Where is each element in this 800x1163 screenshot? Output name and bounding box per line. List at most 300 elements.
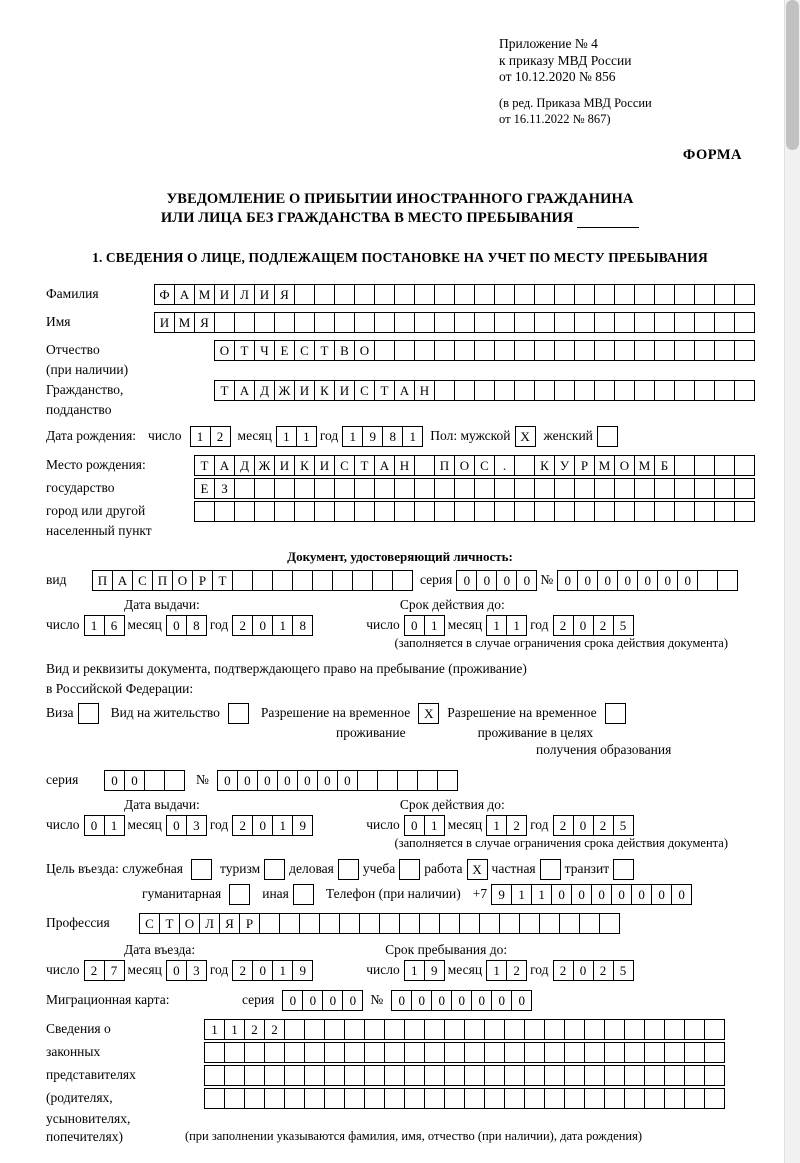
form-cell[interactable] [454, 380, 475, 401]
form-cell[interactable] [624, 1019, 645, 1040]
form-cell[interactable]: 0 [471, 990, 492, 1011]
form-cell[interactable] [634, 284, 655, 305]
form-cell[interactable]: С [294, 340, 315, 361]
form-cell[interactable]: Р [574, 455, 595, 476]
form-cell[interactable]: 0 [104, 770, 125, 791]
form-cell[interactable]: 0 [166, 960, 187, 981]
form-cell[interactable] [214, 501, 235, 522]
form-cell[interactable]: 0 [677, 570, 698, 591]
form-cell[interactable] [697, 570, 718, 591]
form-cell[interactable]: Д [254, 380, 275, 401]
form-cell[interactable]: И [214, 284, 235, 305]
form-cell[interactable] [534, 340, 555, 361]
form-cell[interactable] [534, 380, 555, 401]
form-cell[interactable] [544, 1042, 565, 1063]
name-cells[interactable] [154, 312, 754, 333]
form-cell[interactable]: 8 [186, 615, 207, 636]
form-cell[interactable] [624, 1088, 645, 1109]
form-cell[interactable] [714, 478, 735, 499]
purpose-study-checkbox[interactable] [399, 859, 420, 880]
form-cell[interactable]: 0 [342, 990, 363, 1011]
form-cell[interactable] [464, 1065, 485, 1086]
form-cell[interactable] [684, 1019, 705, 1040]
form-cell[interactable]: 0 [322, 990, 343, 1011]
form-cell[interactable]: Р [192, 570, 213, 591]
form-cell[interactable] [272, 570, 293, 591]
form-cell[interactable]: С [334, 455, 355, 476]
form-cell[interactable]: Я [274, 284, 295, 305]
form-cell[interactable]: 9 [362, 426, 383, 447]
form-cell[interactable] [534, 501, 555, 522]
form-cell[interactable] [674, 380, 695, 401]
form-cell[interactable] [694, 312, 715, 333]
form-cell[interactable]: 0 [252, 615, 273, 636]
form-cell[interactable] [259, 913, 280, 934]
form-cell[interactable] [694, 284, 715, 305]
form-cell[interactable] [294, 501, 315, 522]
form-cell[interactable] [234, 478, 255, 499]
sex-female-checkbox[interactable] [597, 426, 618, 447]
form-cell[interactable]: Р [239, 913, 260, 934]
form-cell[interactable]: У [554, 455, 575, 476]
form-cell[interactable]: 0 [496, 570, 517, 591]
purpose-humanitarian-checkbox[interactable] [229, 884, 250, 905]
form-cell[interactable] [464, 1088, 485, 1109]
form-cell[interactable] [454, 478, 475, 499]
form-cell[interactable] [734, 380, 755, 401]
form-cell[interactable]: 0 [404, 615, 425, 636]
form-cell[interactable] [714, 312, 735, 333]
form-cell[interactable] [244, 1065, 265, 1086]
form-cell[interactable] [394, 312, 415, 333]
form-cell[interactable]: 8 [382, 426, 403, 447]
form-cell[interactable] [354, 284, 375, 305]
form-cell[interactable] [704, 1065, 725, 1086]
form-cell[interactable]: С [474, 455, 495, 476]
form-cell[interactable] [264, 1088, 285, 1109]
form-cell[interactable]: 2 [553, 960, 574, 981]
form-cell[interactable]: 2 [593, 615, 614, 636]
form-cell[interactable]: 0 [252, 815, 273, 836]
birth-place-cells-row3[interactable] [194, 501, 754, 522]
form-cell[interactable] [484, 1019, 505, 1040]
form-cell[interactable] [454, 501, 475, 522]
birth-day-cells[interactable] [190, 426, 230, 447]
form-cell[interactable] [144, 770, 165, 791]
form-cell[interactable]: И [294, 380, 315, 401]
form-cell[interactable] [654, 478, 675, 499]
form-cell[interactable] [204, 1065, 225, 1086]
form-cell[interactable] [357, 770, 378, 791]
form-cell[interactable] [694, 380, 715, 401]
form-cell[interactable] [734, 478, 755, 499]
form-cell[interactable]: К [294, 455, 315, 476]
form-cell[interactable] [654, 312, 675, 333]
form-cell[interactable] [654, 501, 675, 522]
form-cell[interactable]: А [234, 380, 255, 401]
form-cell[interactable] [734, 340, 755, 361]
form-cell[interactable] [312, 570, 333, 591]
form-cell[interactable] [514, 478, 535, 499]
form-cell[interactable] [414, 455, 435, 476]
form-cell[interactable] [604, 1042, 625, 1063]
form-cell[interactable]: 2 [232, 960, 253, 981]
form-cell[interactable]: 0 [516, 570, 537, 591]
form-cell[interactable] [694, 340, 715, 361]
form-cell[interactable] [494, 312, 515, 333]
form-cell[interactable]: 0 [573, 815, 594, 836]
form-cell[interactable]: 1 [190, 426, 211, 447]
form-cell[interactable]: 0 [637, 570, 658, 591]
form-cell[interactable]: 1 [506, 615, 527, 636]
form-cell[interactable] [364, 1065, 385, 1086]
form-cell[interactable]: З [214, 478, 235, 499]
form-cell[interactable]: 0 [277, 770, 298, 791]
form-cell[interactable] [474, 380, 495, 401]
form-cell[interactable] [344, 1019, 365, 1040]
form-cell[interactable]: 2 [506, 960, 527, 981]
form-cell[interactable] [304, 1088, 325, 1109]
entry-day-cells[interactable] [84, 960, 124, 981]
form-cell[interactable] [214, 312, 235, 333]
form-cell[interactable] [417, 770, 438, 791]
form-cell[interactable]: 2 [553, 815, 574, 836]
form-cell[interactable]: 2 [506, 815, 527, 836]
form-cell[interactable] [374, 312, 395, 333]
entry-month-cells[interactable] [166, 960, 206, 981]
form-cell[interactable] [334, 284, 355, 305]
form-cell[interactable] [694, 478, 715, 499]
form-cell[interactable] [614, 340, 635, 361]
form-cell[interactable] [714, 501, 735, 522]
form-cell[interactable]: Т [159, 913, 180, 934]
form-cell[interactable]: 1 [296, 426, 317, 447]
form-cell[interactable]: 1 [272, 615, 293, 636]
form-cell[interactable] [644, 1088, 665, 1109]
form-cell[interactable] [424, 1019, 445, 1040]
form-cell[interactable]: П [152, 570, 173, 591]
form-cell[interactable] [574, 312, 595, 333]
form-cell[interactable] [554, 284, 575, 305]
form-cell[interactable] [474, 501, 495, 522]
form-cell[interactable] [474, 478, 495, 499]
form-cell[interactable]: 0 [511, 990, 532, 1011]
form-cell[interactable] [434, 312, 455, 333]
form-cell[interactable]: С [132, 570, 153, 591]
form-cell[interactable] [244, 1042, 265, 1063]
form-cell[interactable] [404, 1042, 425, 1063]
form-cell[interactable]: 1 [486, 815, 507, 836]
form-cell[interactable]: 0 [411, 990, 432, 1011]
form-cell[interactable] [694, 455, 715, 476]
form-cell[interactable] [664, 1065, 685, 1086]
form-cell[interactable] [284, 1042, 305, 1063]
form-cell[interactable] [574, 284, 595, 305]
stay-until-month-cells[interactable] [486, 960, 526, 981]
form-cell[interactable] [664, 1088, 685, 1109]
stay-valid-day-cells[interactable] [404, 815, 444, 836]
form-cell[interactable] [364, 1019, 385, 1040]
form-cell[interactable] [694, 501, 715, 522]
form-cell[interactable]: 9 [292, 960, 313, 981]
form-cell[interactable] [377, 770, 398, 791]
form-cell[interactable] [224, 1065, 245, 1086]
form-cell[interactable] [514, 340, 535, 361]
form-cell[interactable] [454, 312, 475, 333]
form-cell[interactable]: 2 [264, 1019, 285, 1040]
form-cell[interactable]: 0 [166, 615, 187, 636]
form-cell[interactable]: И [314, 455, 335, 476]
form-cell[interactable] [584, 1042, 605, 1063]
form-cell[interactable]: Т [354, 455, 375, 476]
form-cell[interactable] [344, 1042, 365, 1063]
doc-valid-month-cells[interactable] [486, 615, 526, 636]
form-cell[interactable] [454, 284, 475, 305]
form-cell[interactable] [564, 1019, 585, 1040]
stay-until-year-cells[interactable] [553, 960, 633, 981]
form-cell[interactable]: 2 [593, 815, 614, 836]
form-cell[interactable] [224, 1042, 245, 1063]
entry-year-cells[interactable] [232, 960, 312, 981]
form-cell[interactable] [404, 1065, 425, 1086]
form-cell[interactable] [294, 284, 315, 305]
form-cell[interactable] [314, 312, 335, 333]
doc-valid-year-cells[interactable] [553, 615, 633, 636]
phone-cells[interactable] [491, 884, 691, 905]
form-cell[interactable] [534, 312, 555, 333]
residence-permit-checkbox[interactable] [228, 703, 249, 724]
form-cell[interactable] [734, 455, 755, 476]
form-cell[interactable] [314, 478, 335, 499]
form-cell[interactable]: Н [394, 455, 415, 476]
form-cell[interactable]: 1 [424, 815, 445, 836]
form-cell[interactable] [234, 312, 255, 333]
form-cell[interactable] [574, 380, 595, 401]
form-cell[interactable] [584, 1019, 605, 1040]
form-cell[interactable]: 0 [391, 990, 412, 1011]
form-cell[interactable]: 1 [424, 615, 445, 636]
form-cell[interactable] [604, 1065, 625, 1086]
form-cell[interactable]: 0 [611, 884, 632, 905]
stay-issue-month-cells[interactable] [166, 815, 206, 836]
form-cell[interactable] [604, 1019, 625, 1040]
form-cell[interactable] [574, 478, 595, 499]
form-cell[interactable] [514, 380, 535, 401]
stay-number-cells[interactable] [217, 770, 457, 791]
sex-male-checkbox[interactable]: Х [515, 426, 536, 447]
citizenship-cells[interactable] [214, 380, 754, 401]
form-cell[interactable] [414, 312, 435, 333]
form-cell[interactable] [674, 340, 695, 361]
form-cell[interactable]: 3 [186, 960, 207, 981]
form-cell[interactable]: 0 [571, 884, 592, 905]
form-cell[interactable]: С [354, 380, 375, 401]
form-cell[interactable] [459, 913, 480, 934]
form-cell[interactable] [554, 312, 575, 333]
form-cell[interactable]: 2 [84, 960, 105, 981]
form-cell[interactable] [274, 478, 295, 499]
form-cell[interactable] [614, 284, 635, 305]
form-cell[interactable] [304, 1042, 325, 1063]
form-cell[interactable] [414, 340, 435, 361]
form-cell[interactable] [714, 455, 735, 476]
form-cell[interactable] [314, 284, 335, 305]
form-cell[interactable] [344, 1088, 365, 1109]
form-cell[interactable] [194, 501, 215, 522]
form-cell[interactable]: 0 [577, 570, 598, 591]
form-cell[interactable] [434, 501, 455, 522]
purpose-tourism-checkbox[interactable] [264, 859, 285, 880]
form-cell[interactable] [494, 284, 515, 305]
form-cell[interactable] [674, 284, 695, 305]
form-cell[interactable] [279, 913, 300, 934]
form-cell[interactable] [464, 1019, 485, 1040]
form-cell[interactable]: 9 [292, 815, 313, 836]
form-cell[interactable]: 1 [84, 615, 105, 636]
form-cell[interactable] [614, 501, 635, 522]
form-cell[interactable] [674, 501, 695, 522]
form-cell[interactable] [392, 570, 413, 591]
form-cell[interactable]: И [254, 284, 275, 305]
form-cell[interactable] [394, 284, 415, 305]
form-cell[interactable] [614, 478, 635, 499]
form-cell[interactable] [554, 478, 575, 499]
doc-kind-cells[interactable] [92, 570, 412, 591]
form-cell[interactable]: О [454, 455, 475, 476]
form-cell[interactable] [384, 1042, 405, 1063]
form-cell[interactable] [734, 501, 755, 522]
doc-issue-month-cells[interactable] [166, 615, 206, 636]
form-cell[interactable] [604, 1088, 625, 1109]
form-cell[interactable]: 0 [302, 990, 323, 1011]
form-cell[interactable] [494, 380, 515, 401]
form-cell[interactable]: А [394, 380, 415, 401]
form-cell[interactable]: 2 [593, 960, 614, 981]
form-cell[interactable] [644, 1065, 665, 1086]
form-cell[interactable] [374, 501, 395, 522]
purpose-other-checkbox[interactable] [293, 884, 314, 905]
birth-year-cells[interactable] [342, 426, 422, 447]
form-cell[interactable]: 0 [557, 570, 578, 591]
form-cell[interactable] [454, 340, 475, 361]
form-cell[interactable] [394, 501, 415, 522]
form-cell[interactable] [564, 1088, 585, 1109]
form-cell[interactable] [352, 570, 373, 591]
form-cell[interactable] [424, 1042, 445, 1063]
form-cell[interactable] [534, 478, 555, 499]
form-cell[interactable]: 1 [511, 884, 532, 905]
form-cell[interactable]: 1 [342, 426, 363, 447]
form-cell[interactable] [379, 913, 400, 934]
form-cell[interactable]: Т [214, 380, 235, 401]
form-cell[interactable] [254, 478, 275, 499]
birth-month-cells[interactable] [276, 426, 316, 447]
form-cell[interactable]: К [534, 455, 555, 476]
form-cell[interactable] [339, 913, 360, 934]
form-cell[interactable] [394, 478, 415, 499]
form-cell[interactable]: О [172, 570, 193, 591]
form-cell[interactable]: А [214, 455, 235, 476]
form-cell[interactable] [599, 913, 620, 934]
form-cell[interactable] [564, 1042, 585, 1063]
form-cell[interactable] [274, 501, 295, 522]
form-cell[interactable] [334, 312, 355, 333]
form-cell[interactable] [674, 312, 695, 333]
form-cell[interactable] [234, 501, 255, 522]
form-cell[interactable]: 0 [451, 990, 472, 1011]
form-cell[interactable] [414, 501, 435, 522]
form-cell[interactable] [484, 1042, 505, 1063]
birth-place-cells-row1[interactable] [194, 455, 754, 476]
form-cell[interactable] [474, 340, 495, 361]
form-cell[interactable]: 0 [282, 990, 303, 1011]
form-cell[interactable] [474, 284, 495, 305]
form-cell[interactable] [484, 1065, 505, 1086]
form-cell[interactable]: Я [219, 913, 240, 934]
surname-cells[interactable] [154, 284, 754, 305]
form-cell[interactable] [674, 478, 695, 499]
scrollbar-thumb[interactable] [786, 0, 799, 150]
form-cell[interactable]: М [174, 312, 195, 333]
form-cell[interactable]: Б [654, 455, 675, 476]
legal-cells-row1[interactable] [204, 1019, 724, 1040]
form-cell[interactable]: 0 [317, 770, 338, 791]
form-cell[interactable] [574, 340, 595, 361]
form-cell[interactable] [304, 1065, 325, 1086]
form-cell[interactable]: Ф [154, 284, 175, 305]
form-cell[interactable]: А [174, 284, 195, 305]
form-cell[interactable]: М [594, 455, 615, 476]
form-cell[interactable] [504, 1042, 525, 1063]
form-cell[interactable]: 5 [613, 615, 634, 636]
legal-cells-row2[interactable] [204, 1042, 724, 1063]
form-cell[interactable] [559, 913, 580, 934]
form-cell[interactable]: 1 [272, 815, 293, 836]
form-cell[interactable]: Е [274, 340, 295, 361]
form-cell[interactable] [334, 478, 355, 499]
form-cell[interactable] [294, 312, 315, 333]
form-cell[interactable] [664, 1042, 685, 1063]
form-cell[interactable] [264, 1065, 285, 1086]
form-cell[interactable] [164, 770, 185, 791]
form-cell[interactable]: 1 [531, 884, 552, 905]
form-cell[interactable] [544, 1019, 565, 1040]
form-cell[interactable] [294, 478, 315, 499]
form-cell[interactable]: 0 [456, 570, 477, 591]
form-cell[interactable] [554, 380, 575, 401]
patronymic-cells[interactable] [214, 340, 754, 361]
form-cell[interactable] [397, 770, 418, 791]
form-cell[interactable]: 5 [613, 960, 634, 981]
form-cell[interactable] [434, 340, 455, 361]
form-cell[interactable]: 0 [84, 815, 105, 836]
form-cell[interactable]: Ж [254, 455, 275, 476]
form-cell[interactable] [394, 340, 415, 361]
form-cell[interactable]: С [139, 913, 160, 934]
form-cell[interactable] [634, 340, 655, 361]
form-cell[interactable] [324, 1088, 345, 1109]
form-cell[interactable]: П [434, 455, 455, 476]
form-cell[interactable]: 3 [186, 815, 207, 836]
form-cell[interactable] [434, 478, 455, 499]
form-cell[interactable] [594, 312, 615, 333]
form-cell[interactable] [424, 1065, 445, 1086]
edu-residence-checkbox[interactable] [605, 703, 626, 724]
birth-place-cells-row2[interactable] [194, 478, 754, 499]
form-cell[interactable] [414, 478, 435, 499]
form-cell[interactable] [634, 501, 655, 522]
form-cell[interactable]: 1 [486, 960, 507, 981]
